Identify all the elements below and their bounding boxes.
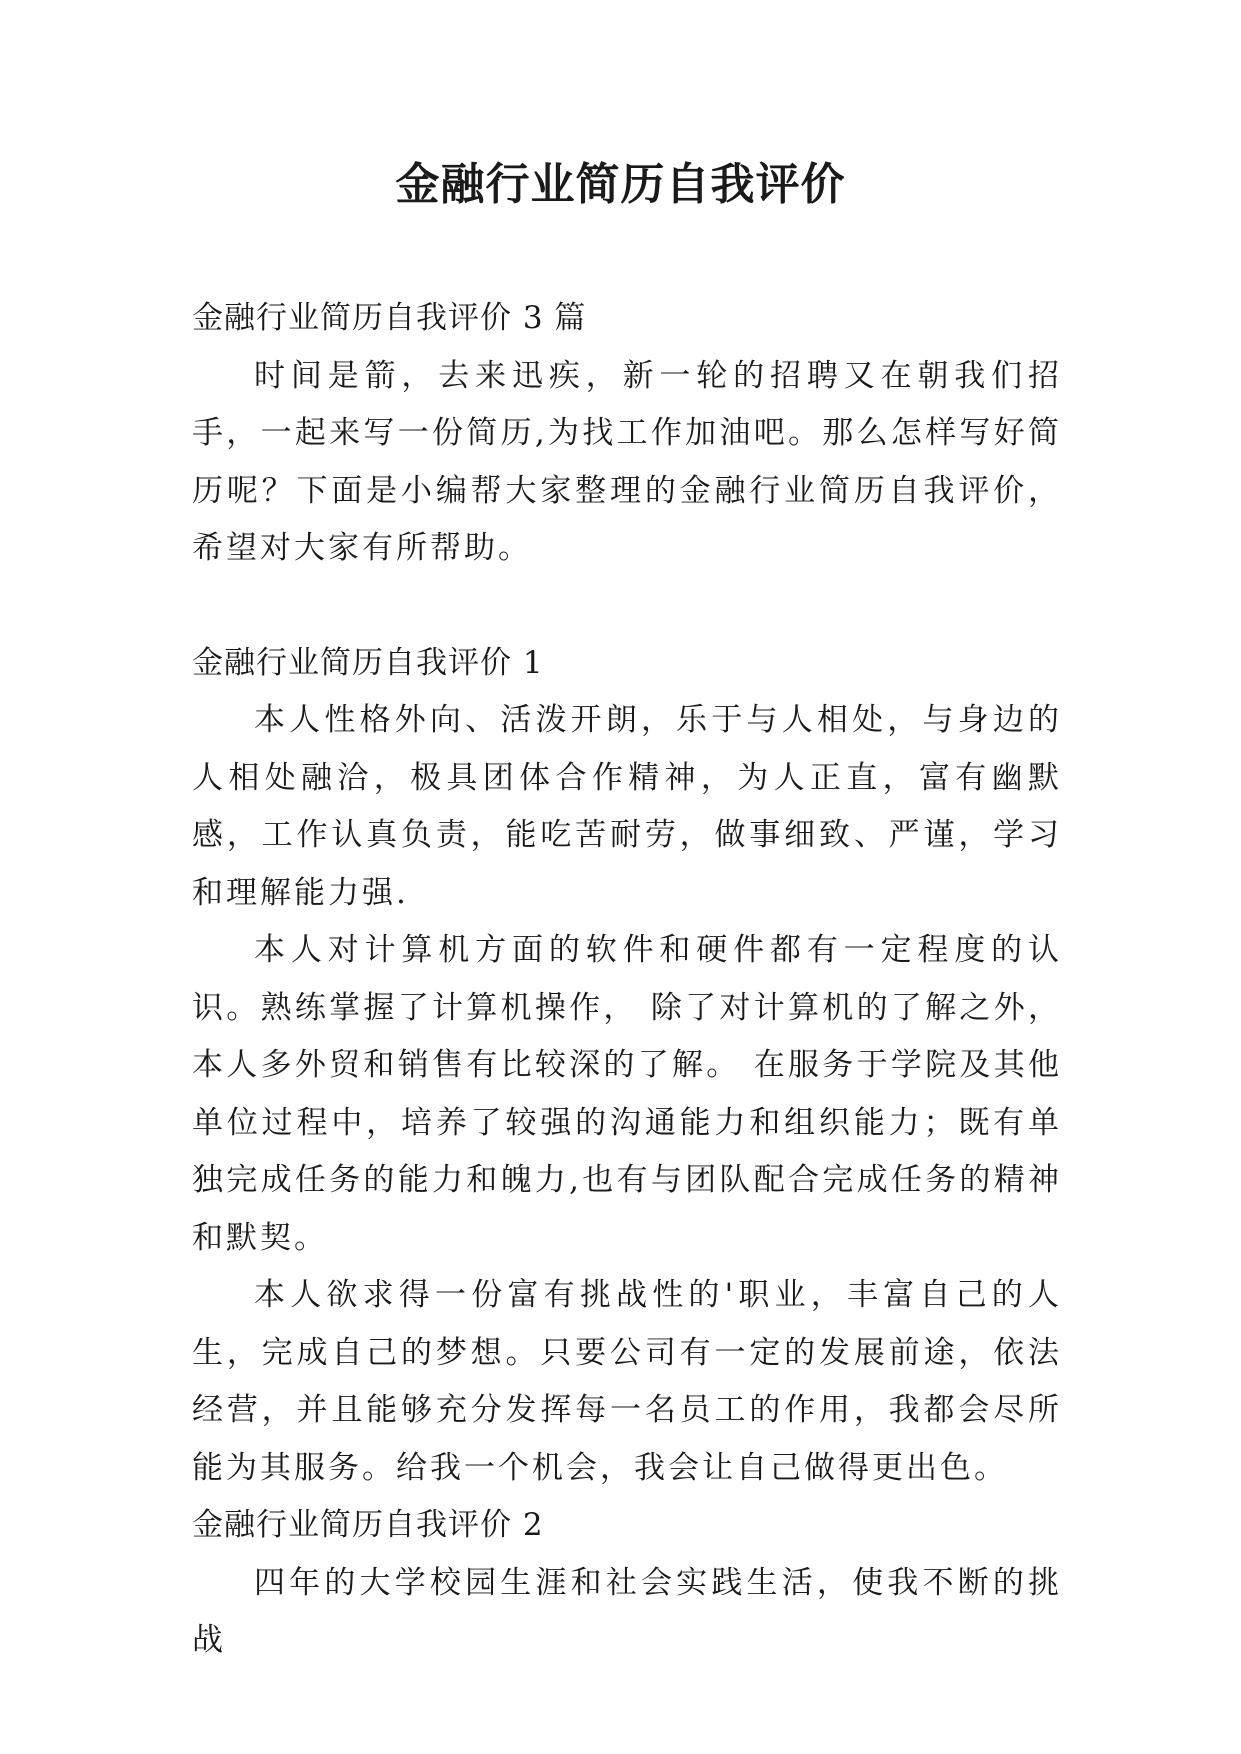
section-1-heading: 金融行业简历自我评价 1	[192, 644, 544, 681]
section-spacer	[192, 578, 1062, 635]
intro-paragraph: 时间是箭，去来迅疾，新一轮的招聘又在朝我们招手，一起来写一份简历,为找工作加油吧。那么怎样写好简历呢？下面是小编帮大家整理的金融行业简历自我评价，希望对大家有所帮助。	[192, 357, 1062, 566]
section-1-paragraph-2: 本人对计算机方面的软件和硬件都有一定程度的认识。熟练掌握了计算机操作， 除了对计算机的了解之外，本人多外贸和销售有比较深的了解。 在服务于学院及其他单位过程中，培养了较强的沟通能力和组织能力；既有单独完成任务的能力和魄力,也有与团队配合完成任务的精神和默契。	[192, 932, 1062, 1256]
section-2-paragraph-1: 四年的大学校园生涯和社会实践生活，使我不断的挑战	[192, 1564, 1062, 1658]
section-1-paragraph-1: 本人性格外向、活泼开朗，乐于与人相处，与身边的人相处融洽，极具团体合作精神，为人正直，富有幽默感，工作认真负责，能吃苦耐劳，做事细致、严谨，学习和理解能力强.	[192, 702, 1062, 911]
document-body	[192, 290, 1062, 1670]
document-title: 金融行业简历自我评价	[395, 159, 846, 210]
intro-heading: 金融行业简历自我评价 3 篇	[192, 300, 587, 336]
section-1-paragraph-3: 本人欲求得一份富有挑战性的'职业，丰富自己的人生，完成自己的梦想。只要公司有一定的发展前途，依法经营，并且能够充分发挥每一名员工的作用，我都会尽所能为其服务。给我一个机会，我会让自己做得更出色。	[192, 1277, 1062, 1486]
section-2-heading: 金融行业简历自我评价 2	[192, 1507, 544, 1543]
